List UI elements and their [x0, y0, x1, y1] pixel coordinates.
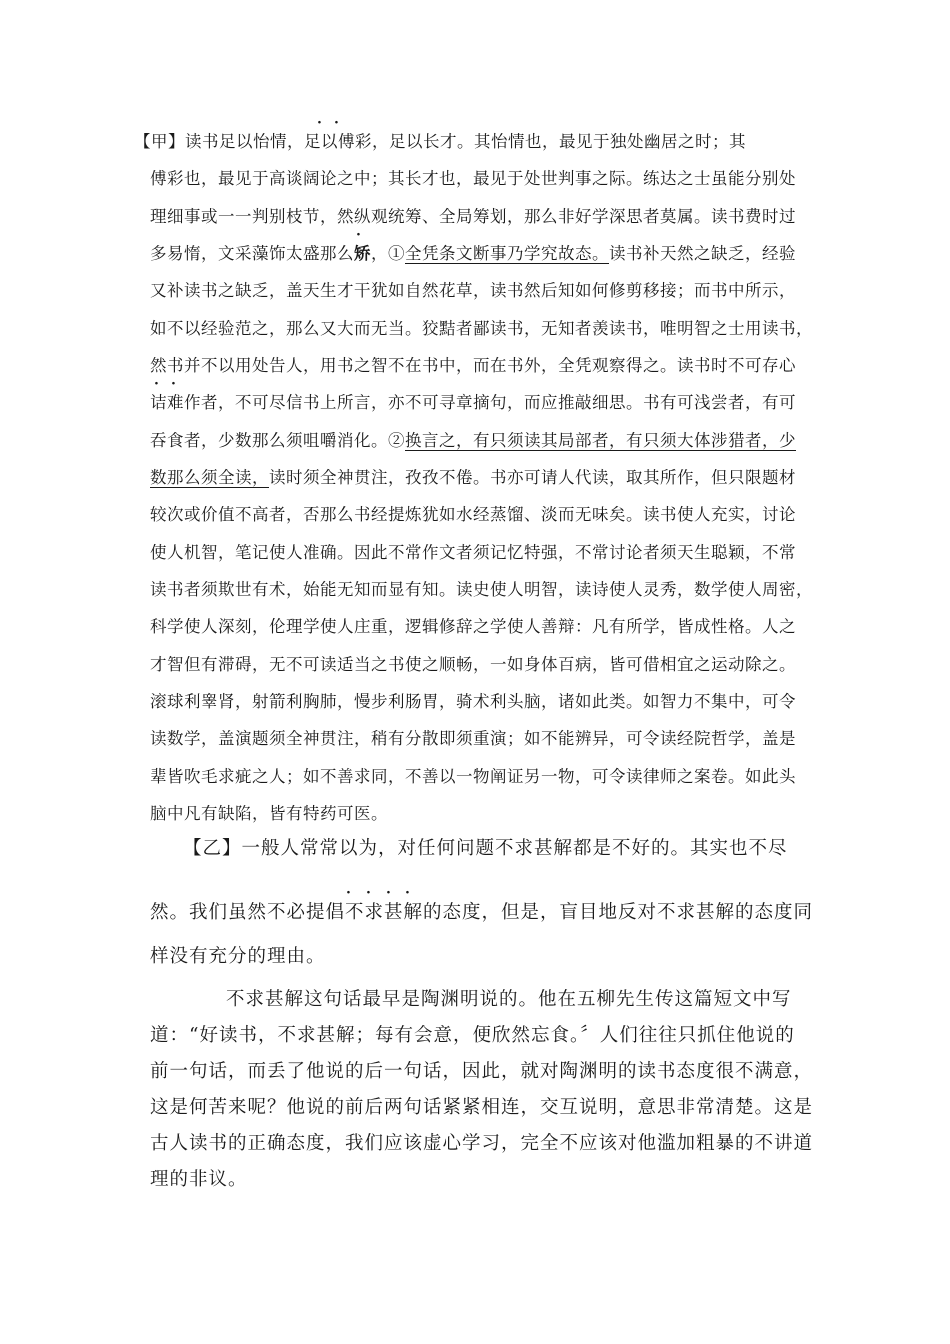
passage-yi-line-3: 样没有充分的理由。	[150, 946, 326, 967]
passage-jia-line-10: 数那么须全读，读时须全神贯注，孜孜不倦。书亦可请人代读，取其所作，但只限题材	[150, 468, 796, 487]
passage-yi-p2-line-1: 不求甚解这句话最早是陶渊明说的。他在五柳先生传这篇短文中写	[226, 989, 792, 1010]
passage-jia-line-18: 辈皆吹毛求疵之人；如不善求同，不善以一物阐证另一物，可令读律师之案卷。如此头	[150, 767, 796, 786]
passage-jia-line-15: 才智但有滞碍，无不可读适当之书使之顺畅，一如身体百病，皆可借相宜之运动除之。	[150, 655, 796, 674]
passage-yi-label: 【乙】	[183, 838, 242, 859]
passage-jia-line-3: 理细事或一一判别枝节，然纵观统筹、全局筹划，那么非好学深思者莫属。读书费时过	[150, 207, 796, 226]
emphasis-dot: ·	[356, 227, 361, 243]
passage-yi-p2-line-3: 前一句话，而丢了他说的后一句话，因此，就对陶渊明的读书态度很不满意，	[150, 1061, 814, 1082]
passage-jia-line-1: 【甲】读书足以怡情，足以傅彩，足以长才。其怡情也，最见于独处幽居之时；其	[134, 132, 746, 151]
emphasized-char-jiao: 矫	[354, 244, 371, 263]
passage-jia-label: 【甲】	[134, 132, 185, 151]
passage-yi-line-2: 然。我们虽然不必提倡不求甚解的态度，但是，盲目地反对不求甚解的态度同	[150, 902, 814, 923]
passage-yi-p2-line-4: 这是何苦来呢？他说的前后两句话紧紧相连，交互说明，意思非常清楚。这是	[150, 1097, 814, 1118]
emphasis-dot: ·	[346, 885, 351, 901]
emphasis-dot: ·	[334, 115, 339, 131]
passage-jia-line-2: 傅彩也，最见于高谈阔论之中；其长才也，最见于处世判事之际。练达之士虽能分别处	[150, 169, 796, 188]
passage-jia-line-12: 使人机智，笔记使人准确。因此不常作文者须记忆特强，不常讨论者须天生聪颖，不常	[150, 543, 796, 562]
emphasis-dot: ·	[386, 885, 391, 901]
passage-jia-line-9: 吞食者，少数那么须咀嚼消化。②换言之，有只须读其局部者，有只须大体涉猎者，少	[150, 431, 796, 450]
passage-jia-line-7: 然书并不以用处告人，用书之智不在书中，而在书外，全凭观察得之。读书时不可存心	[150, 356, 796, 375]
passage-yi-p2-line-5: 古人读书的正确态度，我们应该虚心学习，完全不应该对他滥加粗暴的不讲道	[150, 1133, 814, 1154]
underlined-sentence-2b: 数那么须全读，	[150, 468, 269, 487]
emphasis-dot: ·	[171, 376, 176, 392]
passage-jia-line-14: 科学使人深刻，伦理学使人庄重，逻辑修辞之学使人善辩：凡有所学，皆成性格。人之	[150, 617, 796, 636]
passage-jia-line-16: 滚球利睾肾，射箭利胸肺，慢步利肠胃，骑术利头脑，诸如此类。如智力不集中，可令	[150, 692, 796, 711]
emphasis-dot: ·	[366, 885, 371, 901]
underlined-sentence-1: 全凭条文断事乃学究故态。	[405, 244, 609, 263]
passage-jia-line-19: 脑中凡有缺陷，皆有特药可医。	[150, 804, 388, 823]
passage-jia-line-17: 读数学，盖演题须全神贯注，稍有分散即须重演；如不能辨异，可令读经院哲学，盖是	[150, 729, 796, 748]
underlined-sentence-2a: 换言之，有只须读其局部者，有只须大体涉猎者，少	[405, 431, 796, 450]
emphasis-dot: ·	[317, 115, 322, 131]
passage-jia-line-8: 诘难作者，不可尽信书上所言，亦不可寻章摘句，而应推敲细思。书有可浅尝者，有可	[150, 393, 796, 412]
emphasis-dot: ·	[405, 885, 410, 901]
passage-jia-line-6: 如不以经验范之，那么又大而无当。狡黠者鄙读书，无知者羡读书，唯明智之士用读书，	[150, 319, 813, 338]
passage-jia-line-4: 多易惰，文采藻饰太盛那么矫，①全凭条文断事乃学究故态。读书补天然之缺乏，经验	[150, 244, 796, 263]
passage-jia-line-11: 较次或价值不高者，否那么书经提炼犹如水经蒸馏、淡而无味矣。读书使人充实，讨论	[150, 505, 796, 524]
passage-yi-p2-line-6: 理的非议。	[150, 1169, 248, 1190]
passage-jia-line-5: 又补读书之缺乏，盖天生才干犹如自然花草，读书然后知如何修剪移接；而书中所示，	[150, 281, 796, 300]
passage-yi-p2-line-2: 道：“好读书，不求甚解；每有会意，便欣然忘食。〞人们往往只抓住他说的	[150, 1025, 795, 1046]
passage-jia-line-13: 读书者须欺世有术，始能无知而显有知。读史使人明智，读诗使人灵秀，数学使人周密，	[150, 580, 813, 599]
passage-yi-line-1: 【乙】一般人常常以为，对任何问题不求甚解都是不好的。其实也不尽	[183, 838, 788, 859]
emphasis-dot: ·	[154, 376, 159, 392]
